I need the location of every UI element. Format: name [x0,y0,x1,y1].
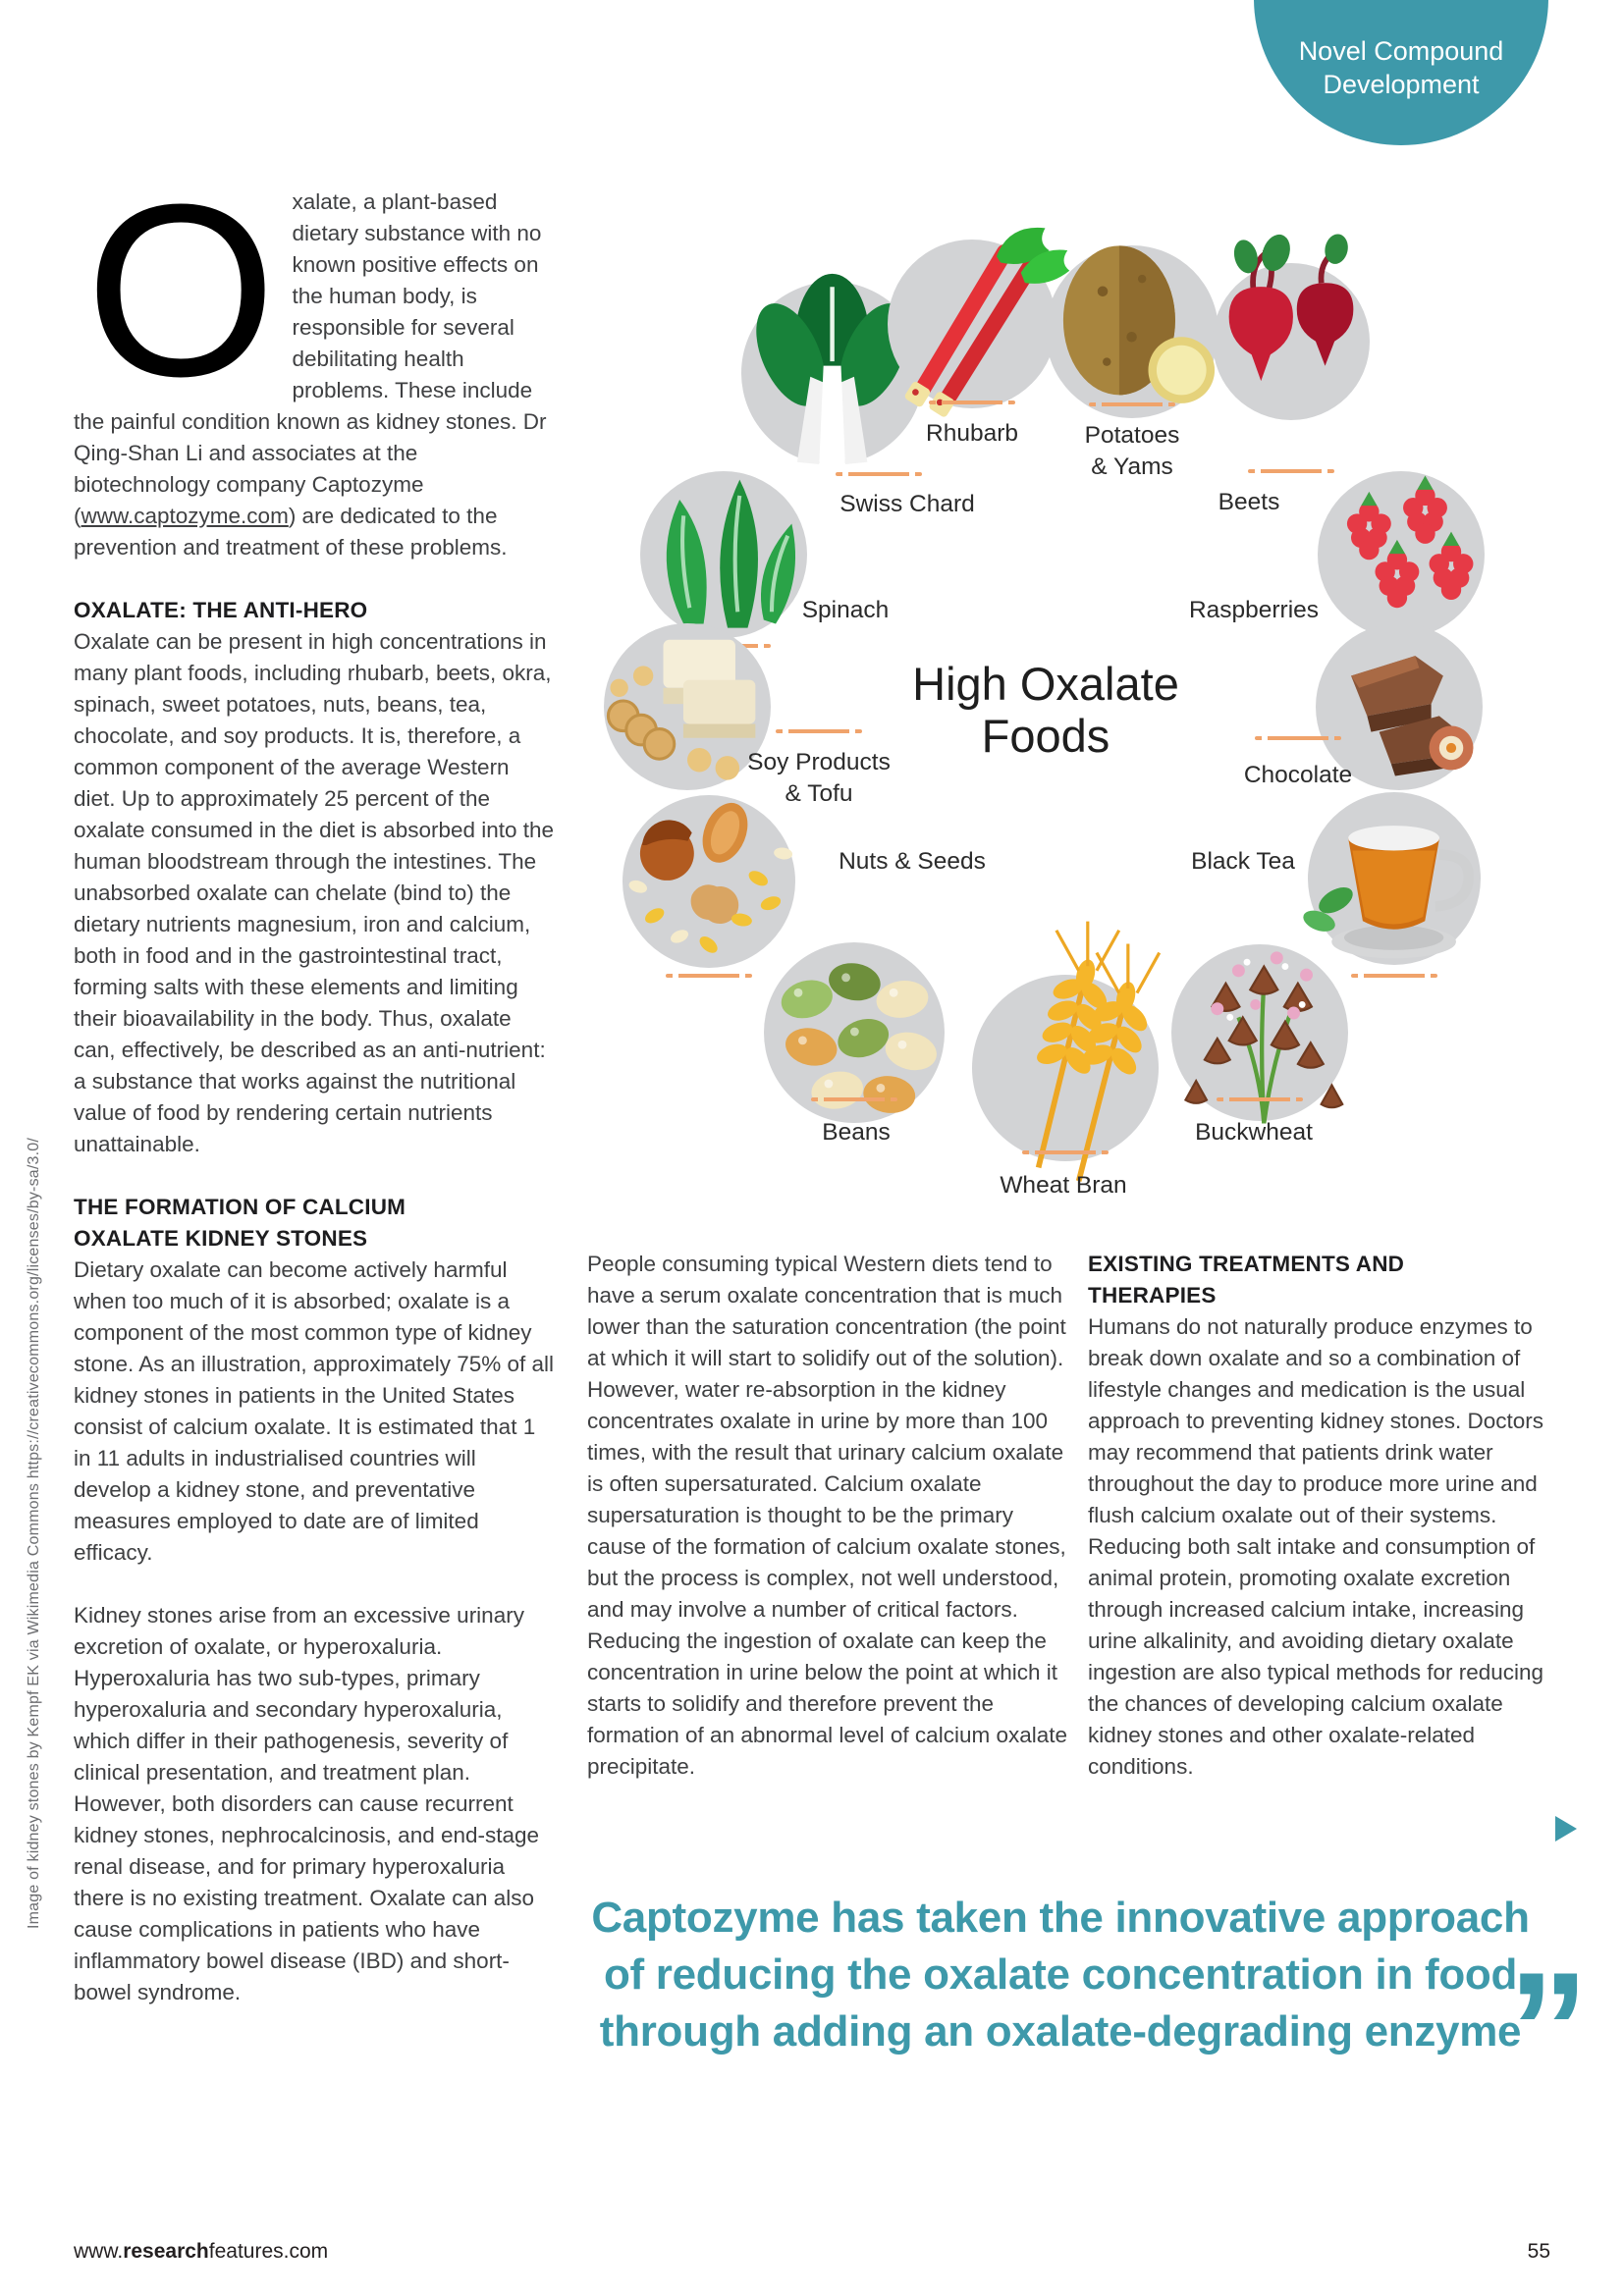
swiss-chard-label: Swiss Chard [839,491,975,517]
article-column-middle [587,1249,1070,1814]
potatoes-label-line1: Potatoes [1084,422,1180,449]
pull-quote-text: Captozyme has taken the innovative approach of reducing the oxalate concentration in food through adding an oxalate-degrading enzyme [591,1894,1530,2056]
potatoes-label-line2: & Yams [1091,454,1173,480]
chocolate-dash [1255,736,1341,740]
formation-paragraph-1: Dietary oxalate can become actively harmful when too much of it is absorbed; oxalate is a component of the most common type of kidney stone. As an illustration, approximately 75% of all kidney stones in patients in the United States consist of calcium oxalate. It is estimated that 1 in 11 adults in industrialised countries will develop a kidney stone, and preventative measures employed to date are of limited efficacy. [74,1257,555,1565]
nuts-seeds-dash [666,974,752,978]
potatoes-yams-illustration [1046,245,1218,418]
beans-dash [811,1097,897,1101]
heading-oxalate-anti-hero: OXALATE: THE ANTI-HERO [74,598,368,622]
beets-label: Beets [1218,489,1280,515]
soy-label-line1: Soy Products [747,749,891,775]
captozyme-link[interactable]: www.captozyme.com [81,504,289,528]
closing-quote-icon: ” [1507,1939,1589,2120]
buckwheat-dash [1217,1097,1303,1101]
swiss-chard-dash [836,472,922,476]
intro-paragraph [74,153,557,563]
beets-icon [1197,241,1385,430]
spinach-label: Spinach [801,597,890,623]
infographic-title-line1: High Oxalate [912,658,1179,710]
continue-arrow-icon [1555,1816,1577,1842]
high-oxalate-foods-infographic [565,177,1624,1232]
intro-text-before-link: xalate, a plant-based dietary substance with no known positive effects on the human body, is responsible for several debilitating health problems. These include the painful condition known as kidney stones. Dr Qing-Shan Li and associates at the biotechnology company Captozyme ( [74,189,547,528]
rhubarb-label: Rhubarb [926,420,1018,447]
infographic-title-line2: Foods [981,710,1110,763]
heading-existing-treatments: EXISTING TREATMENTS AND THERAPIES [1088,1252,1405,1308]
article-column-right [1088,1249,1571,1814]
section-badge-label: Novel Compound Development [1298,36,1504,99]
raspberries-label: Raspberries [1188,597,1320,623]
nuts-seeds-label: Nuts & Seeds [839,848,986,875]
beets-illustration [1213,263,1370,420]
intro-text-after-link: ) are dedicated to the prevention and treatment of these problems. [74,504,508,560]
buckwheat-illustration [1171,944,1348,1121]
chocolate-label: Chocolate [1243,762,1353,788]
anti-hero-paragraph: Oxalate can be present in high concentrations in many plant foods, including rhubarb, beets, okra, spinach, sweet potatoes, nuts, beans, tea, chocolate, and soy products. It is, therefore, a common component of the average Western diet. Up to approximately 25 percent of the oxalate consumed in the diet is absorbed into the human bloodstream through the intestines. The unabsorbed oxalate can chelate (bind to) the dietary nutrients magnesium, iron and calcium, both in food and in the gastrointestinal tract, forming salts with these elements and limiting their bioavailability in the body. Thus, oxalate can, effectively, be described as an anti-nutrient: a substance that works against the nutritional value of food by rendering certain nutrients unattainable. [74,629,555,1156]
footer-url-suffix: features.com [208,2240,329,2263]
section-badge [1254,0,1548,145]
wheat-bran-label: Wheat Bran [1000,1172,1127,1199]
drop-cap: O [85,153,277,427]
article-column-left [74,153,557,2040]
beans-label: Beans [822,1119,891,1146]
wheat-bran-dash [1022,1150,1109,1154]
heading-formation-kidney-stones: THE FORMATION OF CALCIUM OXALATE KIDNEY STONES [74,1195,406,1251]
wheat-bran-illustration [972,975,1159,1161]
footer-url-bold: research [123,2240,209,2263]
supersaturation-paragraph: People consuming typical Western diets tend to have a serum oxalate concentration that is much lower than the saturation concentration (the point at which it will start to solidify out of the solution). However, water re-absorption in the kidney concentrates oxalate in urine by more than 100 times, with the result that urinary calcium oxalate is often supersaturated. Calcium oxalate supersaturation is thought to be the primary cause of the formation of calcium oxalate stones, but the process is complex, not well understood, and may involve a number of critical factors. Reducing the ingestion of oxalate can keep the concentration in urine below the point at which it starts to solidify and therefore prevent the formation of an abnormal level of calcium oxalate precipitate. [587,1252,1068,1779]
pull-quote [589,1890,1589,2120]
footer-url[interactable] [74,2240,328,2264]
formation-paragraph-2: Kidney stones arise from an excessive urinary excretion of oxalate, or hyperoxaluria. Hyperoxaluria has two sub-types, primary hyperoxaluria and secondary hyperoxaluria, which differ in their pathogenesis, severity of clinical presentation, and treatment plan. However, both disorders can cause recurrent kidney stones, nephrocalcinosis, and end-stage renal disease, and for primary hyperoxaluria there is no existing treatment. Oxalate can also cause complications in patients who have inflammatory bowel disease (IBD) and short-bowel syndrome. [74,1603,540,2004]
rhubarb-dash [929,400,1015,404]
soy-tofu-dash [776,729,862,733]
footer-url-prefix: www. [74,2240,124,2263]
page-number: 55 [1527,2240,1550,2263]
image-credit-caption: Image of kidney stones by Kempf EK via Wikimedia Commons https://creativecommons.org/licenses/by-sa/3.0/ [26,1137,42,1929]
buckwheat-label: Buckwheat [1195,1119,1313,1146]
beans-illustration [764,942,945,1123]
soy-label-line2: & Tofu [785,780,853,807]
black-tea-label: Black Tea [1191,848,1295,875]
treatments-paragraph: Humans do not naturally produce enzymes to break down oxalate and so a combination of lifestyle changes and medication is the usual approach to preventing kidney stones. Doctors may recommend that patients drink water throughout the day to produce more urine and flush calcium oxalate out of their systems. Reducing both salt intake and consumption of animal protein, promoting oxalate excretion through increased calcium intake, increasing urine alkalinity, and avoiding dietary oxalate ingestion are also typical methods for reducing the chances of developing calcium oxalate kidney stones and other oxalate-related conditions. [1088,1314,1544,1779]
potatoes-yams-dash [1089,402,1175,406]
